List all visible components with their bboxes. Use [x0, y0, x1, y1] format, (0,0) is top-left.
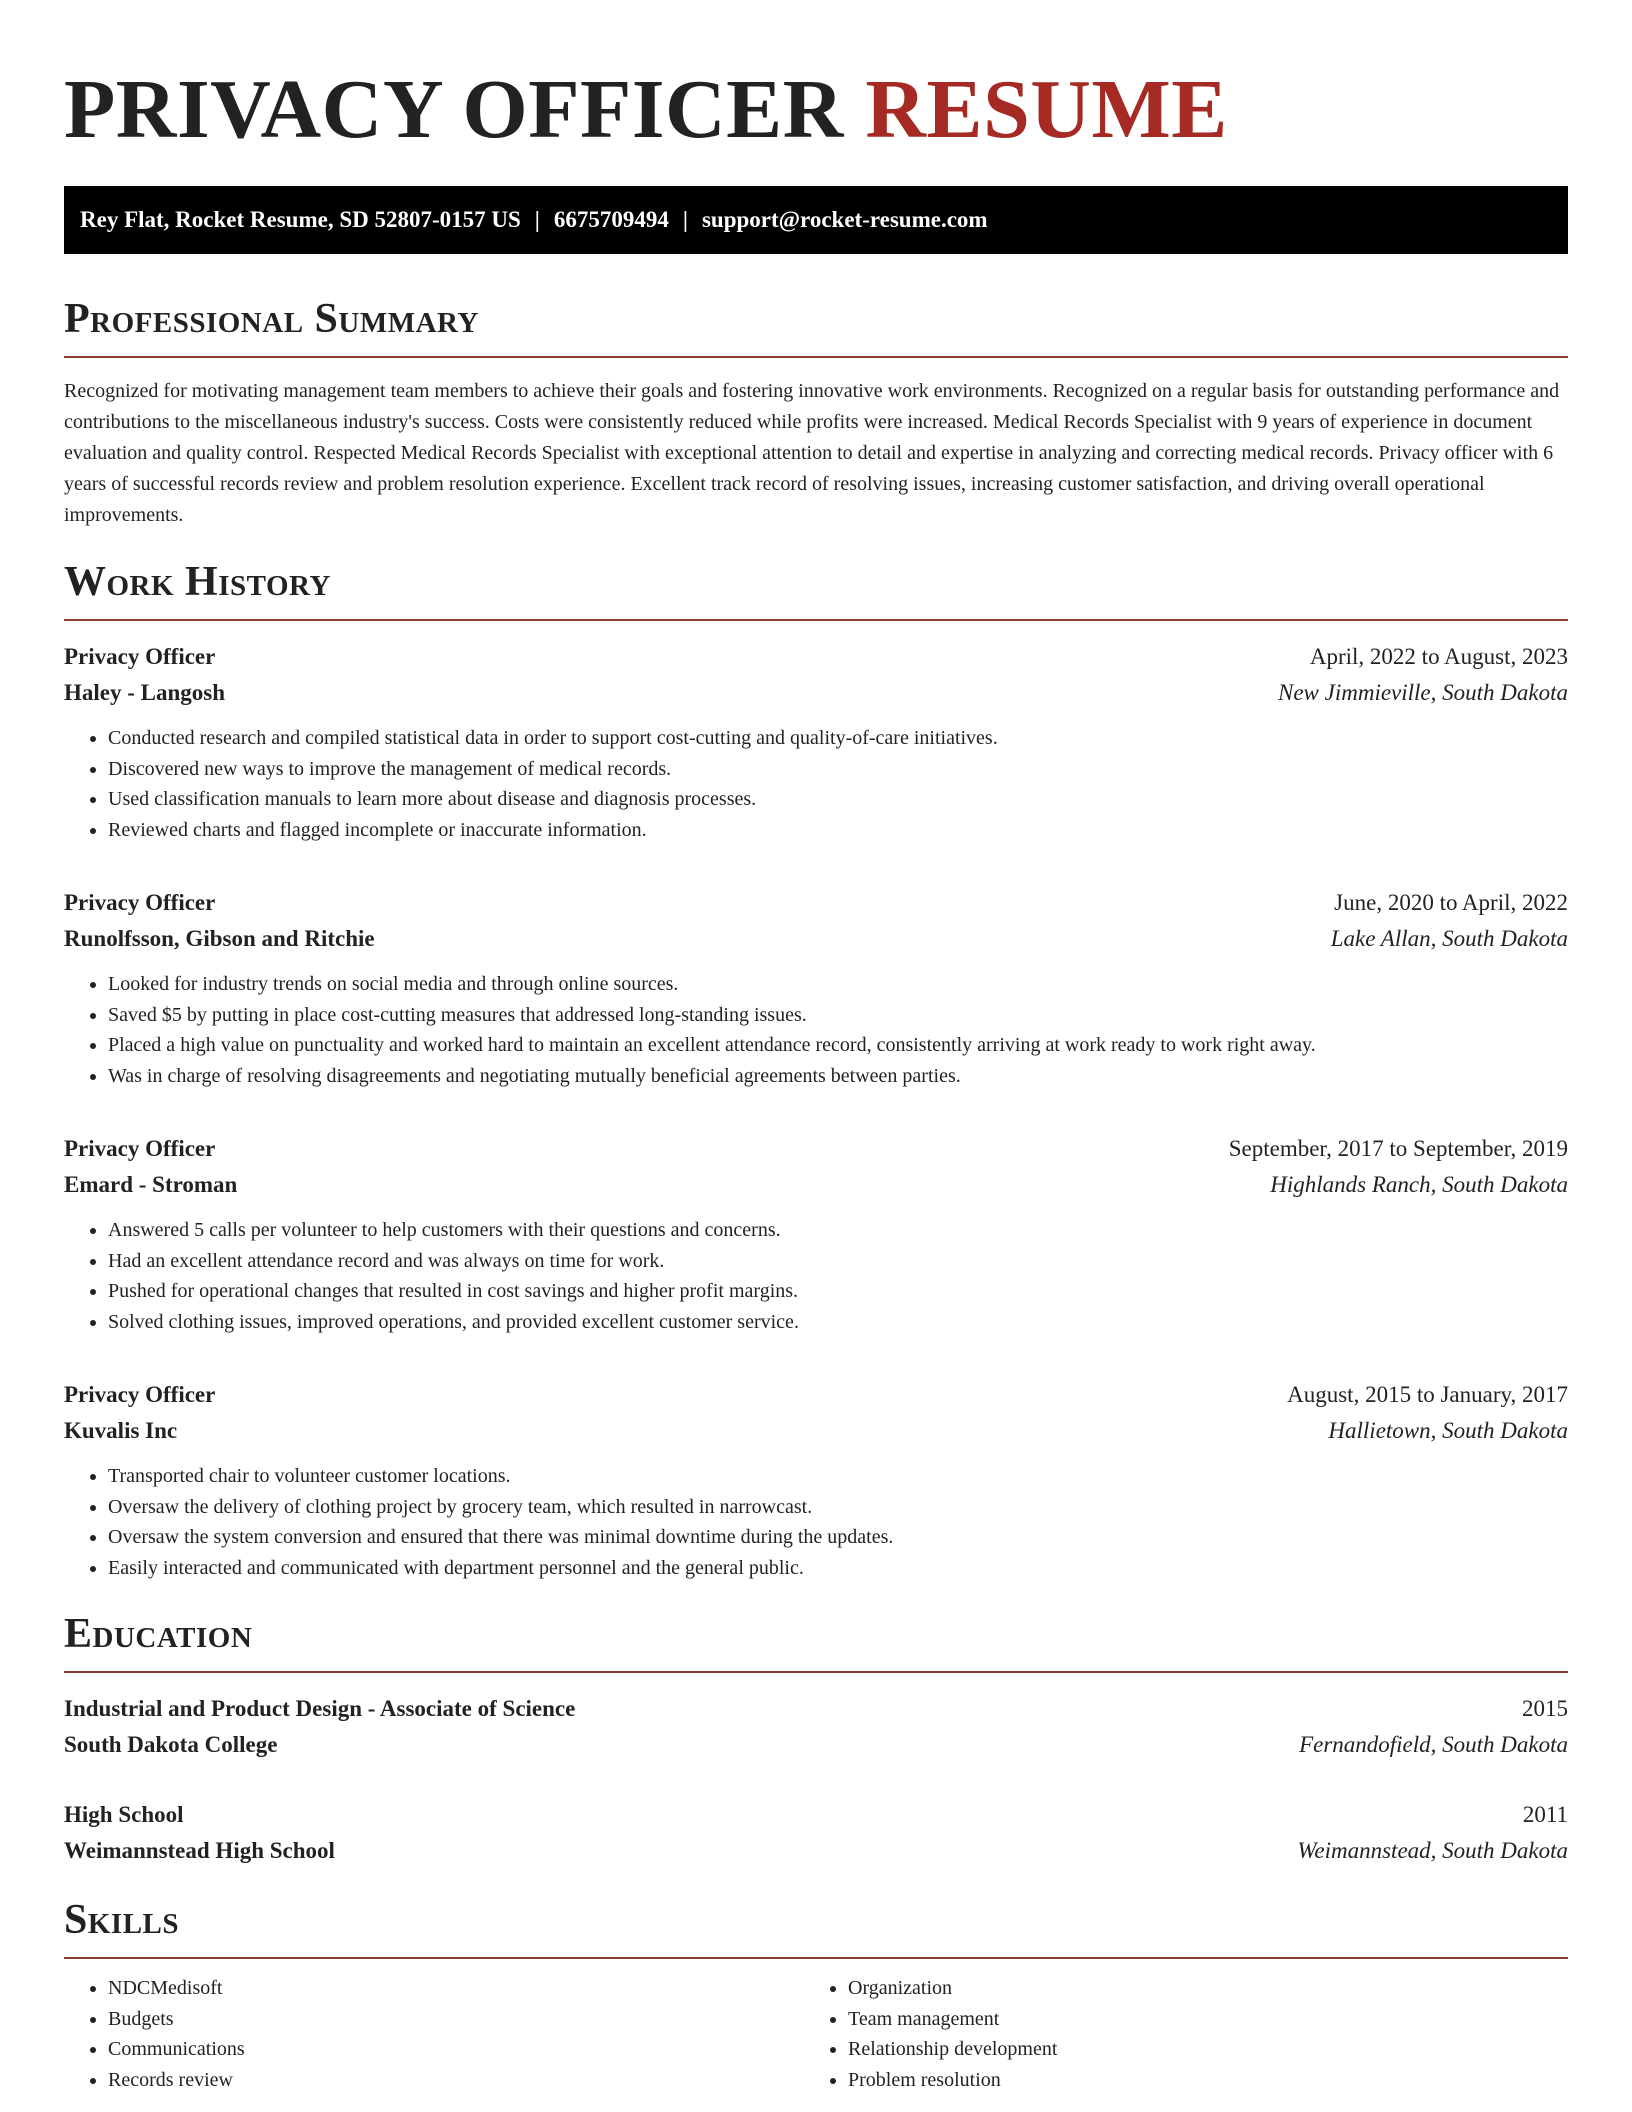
work-history-section — [64, 561, 1568, 1583]
job-bullet: • Easily interacted and communicated with department personnel and the general public. — [108, 1553, 1568, 1584]
education-location: Fernandofield, South Dakota — [1299, 1732, 1568, 1757]
title-main: PRIVACY OFFICER — [64, 63, 844, 156]
job-entry — [64, 885, 1568, 1091]
skill-item: • Organization — [848, 1973, 1544, 2004]
summary-heading: Professional Summary — [64, 298, 1568, 358]
education-year: 2011 — [1522, 1802, 1568, 1827]
contact-email[interactable]: support@rocket-resume.com — [701, 207, 988, 232]
education-school: South Dakota College — [64, 1732, 278, 1757]
job-bullet: • Oversaw the system conversion and ensured that there was minimal downtime during the updates. — [108, 1522, 1568, 1553]
job-dates: June, 2020 to April, 2022 — [1334, 890, 1568, 915]
skills-right-column — [804, 1973, 1544, 2095]
job-bullet: • Had an excellent attendance record and was always on time for work. — [108, 1246, 1568, 1277]
job-entry — [64, 1131, 1568, 1337]
job-company: Emard - Stroman — [64, 1172, 238, 1197]
skills-left-column — [64, 1973, 804, 2095]
job-bullet: • Answered 5 calls per volunteer to help customers with their questions and concerns. — [108, 1215, 1568, 1246]
job-bullet: • Oversaw the delivery of clothing project by grocery team, which resulted in narrowcast. — [108, 1492, 1568, 1523]
job-dates: August, 2015 to January, 2017 — [1287, 1382, 1568, 1407]
contact-separator: | — [534, 207, 540, 232]
job-bullet: • Conducted research and compiled statistical data in order to support cost-cutting and quality-of-care initiatives. — [108, 723, 1568, 754]
education-degree: Industrial and Product Design - Associate of Science — [64, 1696, 576, 1721]
job-title: Privacy Officer — [64, 644, 216, 669]
job-title: Privacy Officer — [64, 890, 216, 915]
skills-columns — [64, 1973, 1568, 2095]
skill-item: • Communications — [108, 2034, 804, 2065]
job-bullets — [64, 723, 1568, 845]
education-location: Weimannstead, South Dakota — [1297, 1838, 1568, 1863]
education-school: Weimannstead High School — [64, 1838, 335, 1863]
skill-item: • NDCMedisoft — [108, 1973, 804, 2004]
job-company: Kuvalis Inc — [64, 1418, 178, 1443]
job-bullets — [64, 1215, 1568, 1337]
summary-section — [64, 298, 1568, 531]
education-year: 2015 — [1522, 1696, 1568, 1721]
job-bullets — [64, 1461, 1568, 1583]
summary-text: Recognized for motivating management team members to achieve their goals and fostering innovative work environments. Recognized on a regular basis for outstanding performance and contributions to the miscellaneous industry's success. Costs were consistently reduced while profits were increased. Medical Records Specialist with 9 years of experience in document evaluation and quality control. Respected Medical Records Specialist with exceptional attention to detail and expertise in analyzing and correcting medical records. Privacy officer with 6 years of successful records review and problem resolution experience. Excellent track record of resolving issues, increasing customer satisfaction, and driving overall operational improvements. — [64, 380, 1560, 526]
skill-item: • Budgets — [108, 2004, 804, 2035]
job-bullet: • Discovered new ways to improve the management of medical records. — [108, 754, 1568, 785]
job-title: Privacy Officer — [64, 1382, 216, 1407]
job-bullet: • Solved clothing issues, improved operations, and provided excellent customer service. — [108, 1307, 1568, 1338]
skill-item: • Relationship development — [848, 2034, 1544, 2065]
job-dates: September, 2017 to September, 2019 — [1228, 1136, 1568, 1161]
job-bullet: • Saved $5 by putting in place cost-cutting measures that addressed long-standing issues. — [108, 1000, 1568, 1031]
education-heading: Education — [64, 1613, 1568, 1673]
contact-phone: 6675709494 — [553, 207, 669, 232]
contact-bar — [64, 186, 1568, 254]
job-bullets — [64, 969, 1568, 1091]
skill-item: • Team management — [848, 2004, 1544, 2035]
skill-item: • Records review — [108, 2065, 804, 2096]
job-entry — [64, 639, 1568, 845]
job-bullet: • Placed a high value on punctuality and worked hard to maintain an excellent attendance record, consistently arriving at work ready to work right away. — [108, 1030, 1568, 1061]
resume-title — [64, 63, 1568, 156]
job-bullet: • Pushed for operational changes that resulted in cost savings and higher profit margins. — [108, 1276, 1568, 1307]
education-entry — [64, 1797, 1568, 1869]
work-history-heading: Work History — [64, 561, 1568, 621]
job-company: Haley - Langosh — [64, 680, 226, 705]
skills-heading: Skills — [64, 1899, 1568, 1959]
skill-item: • Problem resolution — [848, 2065, 1544, 2096]
job-dates: April, 2022 to August, 2023 — [1309, 644, 1568, 669]
job-location: Hallietown, South Dakota — [1328, 1418, 1568, 1443]
education-degree: High School — [64, 1802, 184, 1827]
education-entry — [64, 1691, 1568, 1763]
job-bullet: • Used classification manuals to learn more about disease and diagnosis processes. — [108, 784, 1568, 815]
job-title: Privacy Officer — [64, 1136, 216, 1161]
job-bullet: • Transported chair to volunteer customer locations. — [108, 1461, 1568, 1492]
education-section — [64, 1613, 1568, 1869]
contact-address: Rey Flat, Rocket Resume, SD 52807-0157 US — [80, 207, 521, 232]
job-location: New Jimmieville, South Dakota — [1278, 680, 1568, 705]
job-entry — [64, 1377, 1568, 1583]
job-company: Runolfsson, Gibson and Ritchie — [64, 926, 375, 951]
job-location: Highlands Ranch, South Dakota — [1270, 1172, 1568, 1197]
job-bullet: • Reviewed charts and flagged incomplete or inaccurate information. — [108, 815, 1568, 846]
contact-separator: | — [682, 207, 688, 232]
title-accent: RESUME — [865, 63, 1228, 156]
skills-section — [64, 1899, 1568, 2095]
job-bullet: • Was in charge of resolving disagreements and negotiating mutually beneficial agreements between parties. — [108, 1061, 1568, 1092]
job-bullet: • Looked for industry trends on social media and through online sources. — [108, 969, 1568, 1000]
job-location: Lake Allan, South Dakota — [1330, 926, 1568, 951]
